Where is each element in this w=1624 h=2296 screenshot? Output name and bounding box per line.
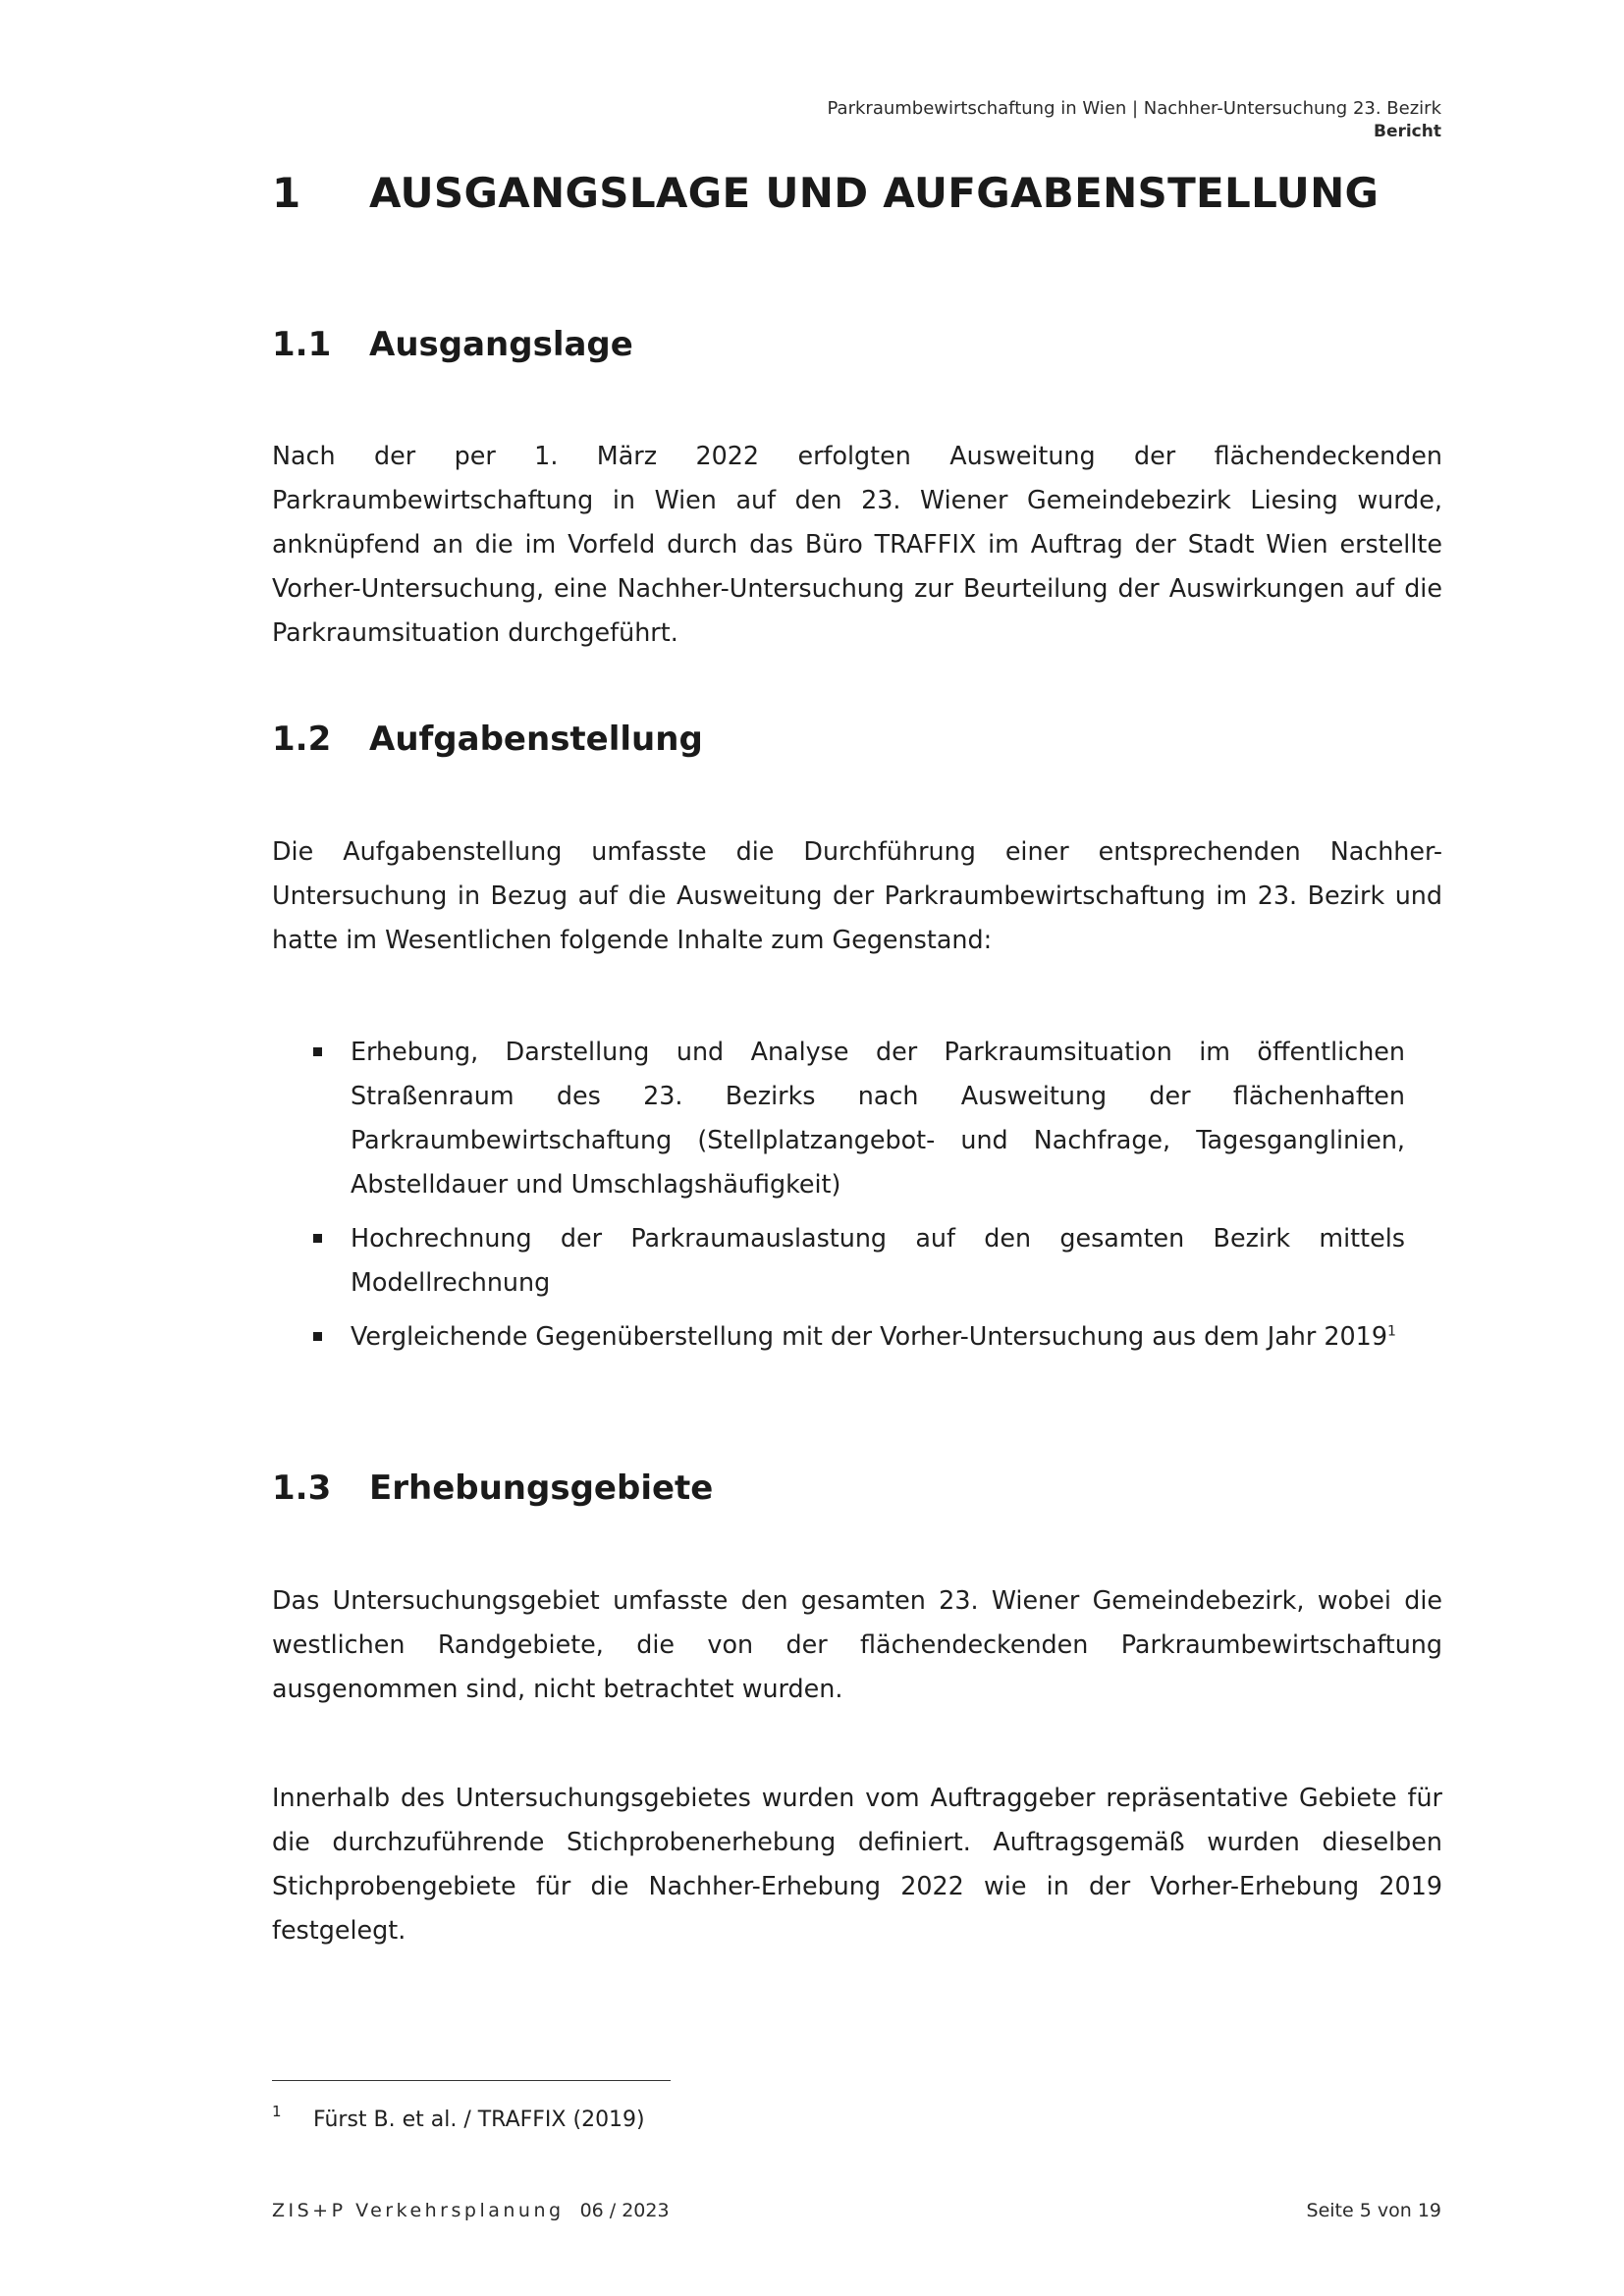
running-header-doc-type: Bericht xyxy=(1373,122,1441,141)
section-number: 1.3 xyxy=(272,1468,332,1508)
bullet-square-icon xyxy=(313,1234,322,1243)
list-item-text: Hochrechnung der Parkraumauslastung auf den gesamten Bezirk mittels Modellrechnung xyxy=(351,1223,1405,1297)
page-number: Seite 5 von 19 xyxy=(1306,2200,1441,2221)
footer-date: 06 / 2023 xyxy=(579,2200,670,2221)
list-item xyxy=(272,1216,1442,1305)
paragraph: Nach der per 1. März 2022 erfolgten Ausweitung der flächendeckenden Parkraumbewirtschaftung in Wien auf den 23. Wiener Gemeindebezirk Liesing wurde, anknüpfend an die im Vorfeld durch das Büro TRAFFIX im Auftrag der Stadt Wien erstellte Vorher-Untersuchung, eine Nachher-Untersuchung zur Beurteilung der Auswirkungen auf die Parkraumsituation durchgeführt. xyxy=(272,441,1442,647)
footnote-separator xyxy=(272,2080,671,2081)
footnote-text: Fürst B. et al. / TRAFFIX (2019) xyxy=(313,2108,645,2132)
bullet-square-icon xyxy=(313,1332,322,1341)
footer-company xyxy=(272,2200,670,2221)
paragraph: Die Aufgabenstellung umfasste die Durchführung einer entsprechenden Nachher-Untersuchung in Bezug auf die Ausweitung der Parkraumbewirtschaftung im 23. Bezirk und hatte im Wesentlichen folgende Inhalte zum Gegenstand: xyxy=(272,836,1442,954)
section-title: Aufgabenstellung xyxy=(369,720,703,759)
list-item xyxy=(272,1030,1442,1206)
list-item xyxy=(272,1314,1442,1359)
bullet-square-icon xyxy=(313,1047,322,1056)
section-number: 1.1 xyxy=(272,325,332,364)
footnote-reference: 1 xyxy=(1387,1323,1396,1340)
paragraph: Innerhalb des Untersuchungsgebietes wurden vom Auftraggeber repräsentative Gebiete für die durchzuführende Stichprobenerhebung definiert. Auftragsgemäß wurden dieselben Stichprobengebiete für die Nachher-Erhebung 2022 wie in der Vorher-Erhebung 2019 festgelegt. xyxy=(272,1783,1442,1945)
section-title: Ausgangslage xyxy=(369,325,633,364)
list-item-text: Erhebung, Darstellung und Analyse der Parkraumsituation im öffentlichen Straßenraum des 23. Bezirks nach Ausweitung der flächenhaften Parkraumbewirtschaftung (Stellplatzangebot- und Nachfrage, Tagesganglinien, Abstelldauer und Umschlagshäufigkeit) xyxy=(351,1037,1405,1199)
chapter-title: AUSGANGSLAGE UND AUFGABENSTELLUNG xyxy=(369,169,1380,217)
paragraph: Das Untersuchungsgebiet umfasste den gesamten 23. Wiener Gemeindebezirk, wobei die westlichen Randgebiete, die von der flächendeckenden Parkraumbewirtschaftung ausgenommen sind, nicht betrachtet wurden. xyxy=(272,1585,1442,1703)
bullet-list xyxy=(272,1030,1442,1368)
chapter-number: 1 xyxy=(272,169,301,217)
footnote-number: 1 xyxy=(272,2103,282,2120)
section-number: 1.2 xyxy=(272,720,332,759)
list-item-text: Vergleichende Gegenüberstellung mit der Vorher-Untersuchung aus dem Jahr 2019 xyxy=(351,1321,1387,1351)
section-title: Erhebungsgebiete xyxy=(369,1468,714,1508)
company-name: ZIS+P Verkehrsplanung xyxy=(272,2200,565,2221)
running-header-title: Parkraumbewirtschaftung in Wien | Nachher-Untersuchung 23. Bezirk xyxy=(827,98,1441,119)
